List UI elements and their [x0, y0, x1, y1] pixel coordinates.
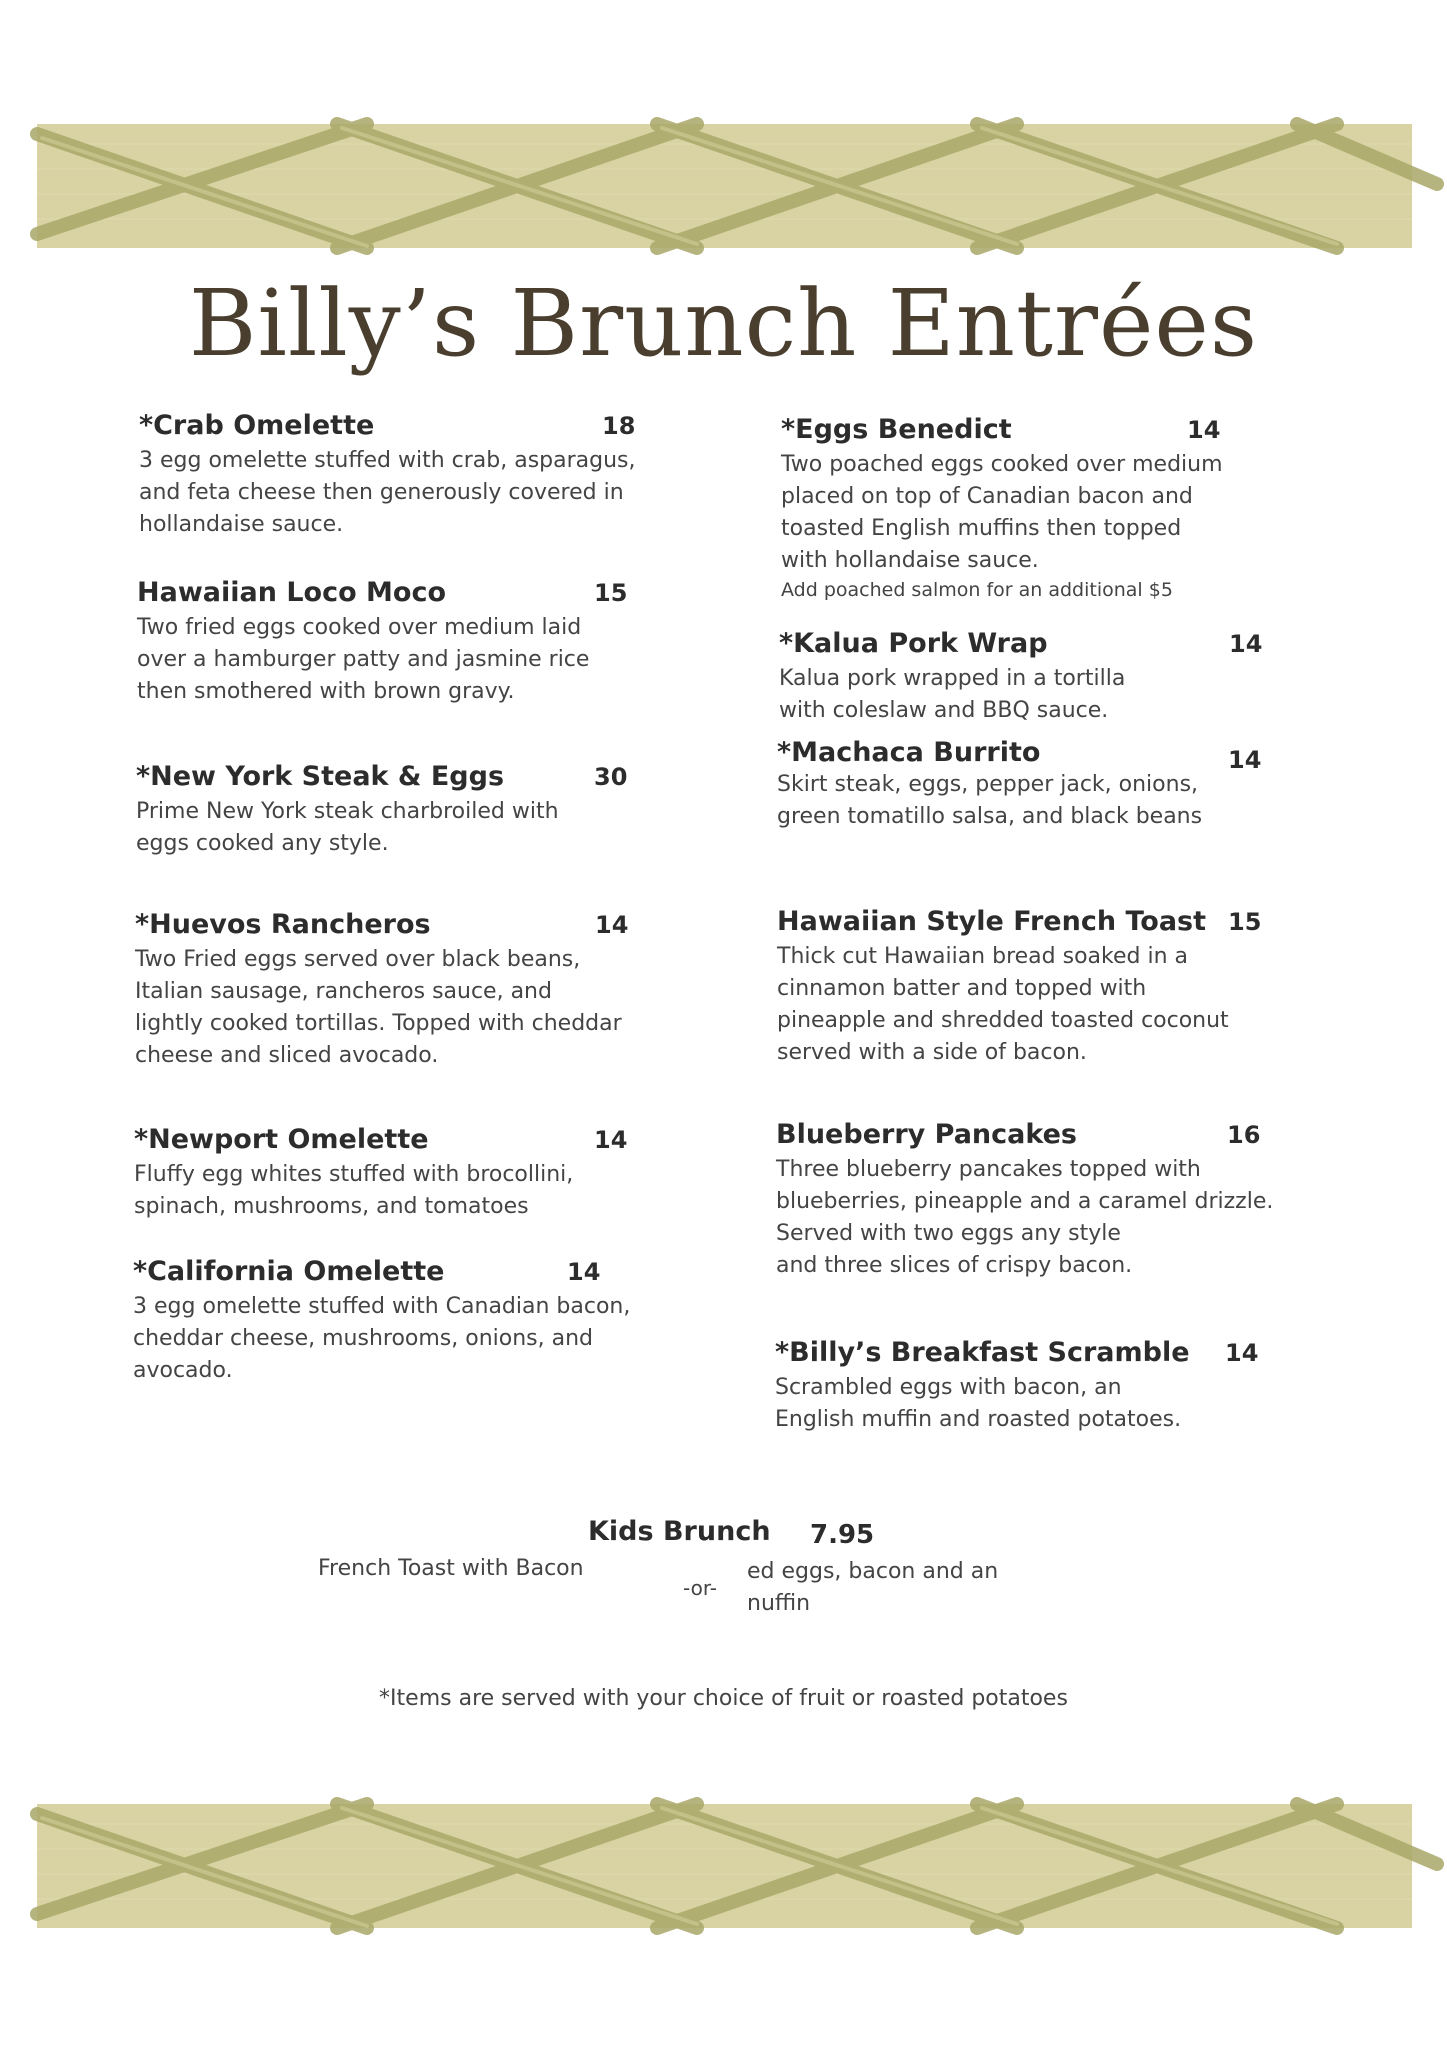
item-price: 15	[1228, 908, 1262, 936]
item-name-clip	[777, 737, 1202, 768]
item-description: Thick cut Hawaiian bread soaked in a cinnamon batter and topped with pineapple and shredded toasted coconut served with a side of bacon.	[777, 944, 1229, 1065]
item-note: Add poached salmon for an additional $5	[781, 579, 1173, 601]
item-description: Prime New York steak charbroiled with eggs cooked any style.	[136, 799, 559, 856]
item-price: 14	[1229, 630, 1263, 658]
item-price: 14	[595, 911, 629, 939]
item-name: *Machaca Burrito	[777, 737, 1041, 768]
item-description: Two Fried eggs served over black beans, Italian sausage, rancheros sauce, and lightly cooked tortillas. Topped with cheddar cheese and sliced avocado.	[135, 947, 622, 1068]
item-description: Two poached eggs cooked over medium placed on top of Canadian bacon and toasted English muffins then topped with hollandaise sauce.	[781, 452, 1223, 573]
menu-item	[139, 410, 636, 541]
item-name: *California Omelette	[133, 1256, 445, 1287]
menu-item	[137, 577, 628, 708]
menu-item	[776, 1119, 1273, 1282]
item-price: 14	[1225, 1339, 1259, 1367]
menu-item	[134, 1124, 628, 1223]
item-name: *Kalua Pork Wrap	[779, 628, 1048, 659]
item-price: 30	[594, 763, 628, 791]
menu-item	[133, 1256, 630, 1387]
menu-item	[779, 628, 1263, 727]
kids-option-1: French Toast with Bacon	[318, 1556, 584, 1581]
kids-option-2: ed eggs, bacon and an nuffin	[747, 1559, 999, 1616]
menu-item	[775, 1337, 1259, 1436]
kids-brunch-title: Kids Brunch	[588, 1516, 771, 1547]
menu-item	[777, 737, 1262, 833]
item-price: 18	[602, 412, 636, 440]
item-name: Hawaiian Style French Toast	[777, 906, 1207, 937]
item-name: Hawaiian Loco Moco	[137, 577, 447, 608]
item-description: Skirt steak, eggs, pepper jack, onions, green tomatillo salsa, and black beans	[777, 772, 1203, 829]
item-description: Fluffy egg whites stuffed with brocollini, spinach, mushrooms, and tomatoes	[134, 1162, 574, 1219]
footnote: *Items are served with your choice of fruit or roasted potatoes	[379, 1686, 1068, 1711]
item-name: *Huevos Rancheros	[135, 909, 431, 940]
item-name: *Newport Omelette	[134, 1124, 429, 1155]
item-description: 3 egg omelette stuffed with Canadian bacon, cheddar cheese, mushrooms, onions, and avocado.	[133, 1294, 631, 1383]
item-price: 14	[1228, 746, 1262, 774]
item-description: Three blueberry pancakes topped with blueberries, pineapple and a caramel drizzle. Served with two eggs any style and three slices of crispy bacon.	[776, 1157, 1274, 1278]
menu-item	[781, 414, 1223, 601]
item-description: 3 egg omelette stuffed with crab, asparagus, and feta cheese then generously covered in hollandaise sauce.	[139, 448, 636, 537]
bamboo-lattice-pattern	[37, 1804, 1412, 1928]
item-description: Kalua pork wrapped in a tortilla with coleslaw and BBQ sauce.	[779, 666, 1126, 723]
item-name: *Crab Omelette	[139, 410, 375, 441]
kids-brunch-price: 7.95	[810, 1520, 875, 1550]
item-name: *Billy’s Breakfast Scramble	[775, 1337, 1190, 1368]
bamboo-lattice-pattern	[37, 124, 1412, 248]
item-price: 14	[1187, 416, 1221, 444]
item-price: 15	[594, 579, 628, 607]
menu-item	[136, 761, 628, 860]
kids-separator: -or-	[683, 1576, 717, 1600]
item-description: Scrambled eggs with bacon, an English muffin and roasted potatoes.	[775, 1375, 1182, 1432]
item-name: *Eggs Benedict	[781, 414, 1012, 445]
menu-item	[777, 906, 1262, 1069]
item-name: Blueberry Pancakes	[776, 1119, 1077, 1150]
bottom-banner	[37, 1804, 1412, 1928]
item-price: 14	[594, 1126, 628, 1154]
item-price: 14	[567, 1258, 601, 1286]
menu-item	[135, 909, 629, 1072]
item-description: Two fried eggs cooked over medium laid over a hamburger patty and jasmine rice then smothered with brown gravy.	[137, 615, 590, 704]
page-title: Billy’s Brunch Entrées	[188, 270, 1259, 377]
top-banner	[37, 124, 1412, 248]
item-name: *New York Steak & Eggs	[136, 761, 505, 792]
item-price: 16	[1227, 1121, 1261, 1149]
